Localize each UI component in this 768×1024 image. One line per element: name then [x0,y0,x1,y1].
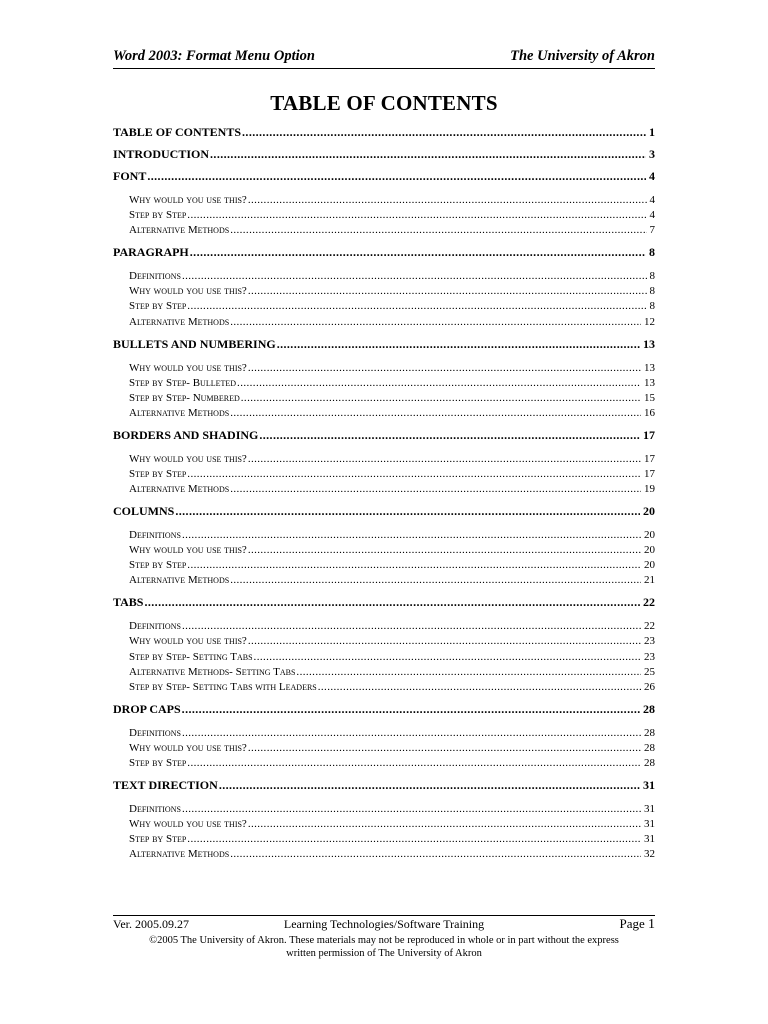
toc-dot-leader [248,194,647,206]
toc-dot-leader [237,377,641,389]
toc-subsection-entry[interactable] [129,833,655,845]
toc-entry-label: Step by Step- Bulleted [129,376,237,389]
toc-entry-page-number: 25 [644,665,655,678]
toc-entry-page-number: 31 [644,833,655,846]
page-footer [113,915,655,960]
toc-entry-label: BORDERS AND SHADING [113,427,259,442]
toc-entry-label: COLUMNS [113,504,175,518]
toc-entry-label: INTRODUCTION [113,147,210,161]
toc-dot-leader [147,169,646,184]
toc-entry-page-number: 20 [644,544,655,557]
toc-dot-leader [182,529,641,541]
toc-subsection-entry[interactable] [129,377,655,389]
toc-subsection-entry[interactable] [129,742,655,754]
toc-dot-leader [175,504,640,519]
toc-dot-leader [230,483,641,495]
toc-subsection-entry[interactable] [129,757,655,769]
toc-dot-leader [187,833,641,845]
toc-entry-label: BULLETS AND NUMBERING [113,336,276,351]
toc-entry-page-number: 28 [644,756,655,769]
toc-dot-leader [230,316,641,328]
toc-subsection-entry[interactable] [129,666,655,678]
toc-entry-page-number: 8 [649,285,655,298]
toc-subsection-entry[interactable] [129,362,655,374]
toc-entry-label: TABS [113,595,144,610]
toc-entry-label: Definitions [129,270,181,283]
toc-dot-leader [241,392,641,404]
toc-dot-leader [259,428,640,443]
toc-entry-page-number: 3 [649,147,655,161]
toc-dot-leader [254,651,641,663]
toc-entry-label: Step by Step [129,833,187,846]
footer-version: Ver. 2005.09.27 [113,917,189,931]
toc-entry-label: Step by Step [129,559,187,572]
toc-subsection-entry[interactable] [129,727,655,739]
toc-entry-label: Alternative Methods [129,224,230,237]
toc-entry-page-number: 12 [644,315,655,328]
toc-dot-leader [187,209,646,221]
running-header [113,46,655,69]
toc-entry-page-number: 28 [644,726,655,739]
toc-entry-page-number: 20 [643,504,655,518]
toc-dot-leader [230,574,641,586]
toc-entry-label: FONT [113,169,147,183]
toc-subsection-entry[interactable] [129,635,655,647]
toc-subsection-entry[interactable] [129,316,655,328]
toc-entry-page-number: 31 [644,802,655,815]
toc-subsection-entry[interactable] [129,209,655,221]
toc-subsection-entry[interactable] [129,651,655,663]
toc-entry-label: TEXT DIRECTION [113,777,218,792]
toc-entry-page-number: 7 [649,224,655,237]
toc-section-entry[interactable] [113,337,655,352]
toc-dot-leader [248,544,641,556]
toc-subsection-entry[interactable] [129,848,655,860]
toc-dot-leader [230,224,646,236]
toc-section-entry[interactable] [113,428,655,443]
toc-entry-label: Why would you use this? [129,452,247,465]
toc-subsection-entry[interactable] [129,681,655,693]
toc-entry-label: Step by Step [129,209,187,222]
toc-entry-page-number: 4 [649,169,655,183]
toc-dot-leader [318,681,641,693]
toc-subsection-entry[interactable] [129,544,655,556]
toc-subsection-entry[interactable] [129,620,655,632]
toc-entry-page-number: 8 [649,300,655,313]
toc-entry-page-number: 17 [644,467,655,480]
toc-dot-leader [248,635,641,647]
header-institution: The University of Akron [510,48,655,64]
toc-subsection-entry[interactable] [129,529,655,541]
footer-page-number [619,916,655,933]
toc-subsection-entry[interactable] [129,453,655,465]
toc-dot-leader [230,407,641,419]
toc-subsection-entry[interactable] [129,270,655,282]
header-document-title: Word 2003: Format Menu Option [113,48,315,64]
toc-entry-page-number: 16 [644,406,655,419]
toc-entry-label: Definitions [129,726,181,739]
toc-entry-label: Alternative Methods [129,574,230,587]
toc-dot-leader [248,742,641,754]
toc-subsection-entry[interactable] [129,300,655,312]
toc-section-entry[interactable] [113,504,655,519]
toc-subsection-entry[interactable] [129,407,655,419]
toc-subsection-entry[interactable] [129,468,655,480]
toc-subsection-entry[interactable] [129,285,655,297]
toc-dot-leader [187,468,641,480]
page-title: TABLE OF CONTENTS [270,91,498,115]
footer-department: Learning Technologies/Software Training [283,917,485,931]
toc-section-entry[interactable] [113,595,655,610]
toc-subsection-entry[interactable] [129,224,655,236]
toc-entry-label: Alternative Methods [129,406,230,419]
toc-dot-leader [182,270,647,282]
toc-entry-label: TABLE OF CONTENTS [113,125,242,139]
toc-dot-leader [182,727,641,739]
toc-entry-page-number: 4 [649,194,655,206]
toc-section-entry[interactable] [113,147,655,162]
toc-section-entry[interactable] [113,125,655,140]
toc-entry-page-number: 28 [643,701,655,716]
toc-entry-page-number: 28 [644,741,655,754]
toc-entry-page-number: 21 [644,574,655,587]
toc-entry-label: Why would you use this? [129,544,247,557]
toc-entry-page-number: 15 [644,391,655,404]
toc-entry-page-number: 23 [644,650,655,663]
toc-dot-leader [248,285,647,297]
toc-entry-label: Why would you use this? [129,635,247,648]
toc-section-entry[interactable] [113,169,655,184]
toc-entry-label: Why would you use this? [129,741,247,754]
toc-entry-page-number: 32 [644,848,655,861]
toc-section-entry[interactable] [113,778,655,793]
toc-entry-page-number: 22 [644,620,655,633]
toc-dot-leader [182,803,641,815]
toc-entry-page-number: 13 [644,361,655,374]
toc-entry-label: Why would you use this? [129,285,247,298]
toc-dot-leader [219,778,640,793]
toc-entry-page-number: 4 [649,209,655,222]
toc-subsection-entry[interactable] [129,483,655,495]
footer-copyright: ©2005 The University of Akron. These materials may not be reproduced in whole or in part without the express written permission of The University of Akron [149,935,619,959]
toc-entry-label: Definitions [129,620,181,633]
footer-page-prefix: Page [619,916,645,931]
toc-entry-page-number: 31 [643,777,655,792]
toc-section-entry[interactable] [113,702,655,717]
toc-entry-page-number: 20 [644,529,655,541]
toc-dot-leader [182,702,640,717]
toc-entry-label: Why would you use this? [129,194,247,206]
toc-entry-label: PARAGRAPH [113,245,189,260]
toc-subsection-entry[interactable] [129,194,655,206]
toc-entry-page-number: 20 [644,559,655,572]
toc-subsection-entry[interactable] [129,803,655,815]
toc-entry-label: Step by Step [129,300,187,313]
toc-dot-leader [248,453,641,465]
toc-dot-leader [296,666,641,678]
toc-entry-page-number: 17 [644,452,655,465]
toc-dot-leader [277,337,640,352]
toc-entry-label: Alternative Methods [129,848,230,861]
toc-entry-label: Step by Step- Setting Tabs with Leaders [129,680,317,693]
toc-entry-label: Why would you use this? [129,818,247,830]
toc-entry-page-number: 8 [649,270,655,283]
toc-entry-page-number: 23 [644,635,655,648]
toc-entry-label: Definitions [129,802,181,815]
toc-entry-page-number: 31 [644,818,655,830]
toc-entry-page-number: 19 [644,483,655,495]
toc-dot-leader [144,595,640,610]
toc-dot-leader [242,125,646,140]
toc-subsection-entry[interactable] [129,559,655,571]
toc-dot-leader [190,245,646,260]
toc-entry-page-number: 26 [644,680,655,693]
toc-dot-leader [182,620,641,632]
toc-entry-page-number: 13 [644,376,655,389]
toc-subsection-entry[interactable] [129,574,655,586]
toc-entry-page-number: 13 [643,336,655,351]
toc-dot-leader [248,362,641,374]
toc-entry-label: Alternative Methods- Setting Tabs [129,665,296,678]
toc-entry-page-number: 17 [643,427,655,442]
toc-subsection-entry[interactable] [129,818,655,830]
toc-entry-page-number: 22 [643,595,655,610]
toc-entry-label: Why would you use this? [129,361,247,374]
toc-dot-leader [210,147,646,162]
toc-entry-label: Step by Step- Numbered [129,391,240,404]
toc-dot-leader [187,757,641,769]
toc-entry-label: Step by Step [129,756,187,769]
toc-entry-label: Step by Step- Setting Tabs [129,650,253,663]
toc-entry-label: DROP CAPS [113,701,181,716]
toc-dot-leader [248,818,641,830]
toc-entry-label: Alternative Methods [129,483,230,495]
toc-entry-label: Step by Step [129,467,187,480]
toc-dot-leader [187,559,641,571]
toc-section-entry[interactable] [113,245,655,260]
footer-page-value: 1 [648,917,655,932]
toc-entry-label: Definitions [129,529,181,541]
toc-dot-leader [230,848,641,860]
toc-subsection-entry[interactable] [129,392,655,404]
toc-entry-label: Alternative Methods [129,315,230,328]
toc-entry-page-number: 1 [649,125,655,139]
toc-entry-page-number: 8 [649,245,655,260]
toc-dot-leader [187,300,646,312]
